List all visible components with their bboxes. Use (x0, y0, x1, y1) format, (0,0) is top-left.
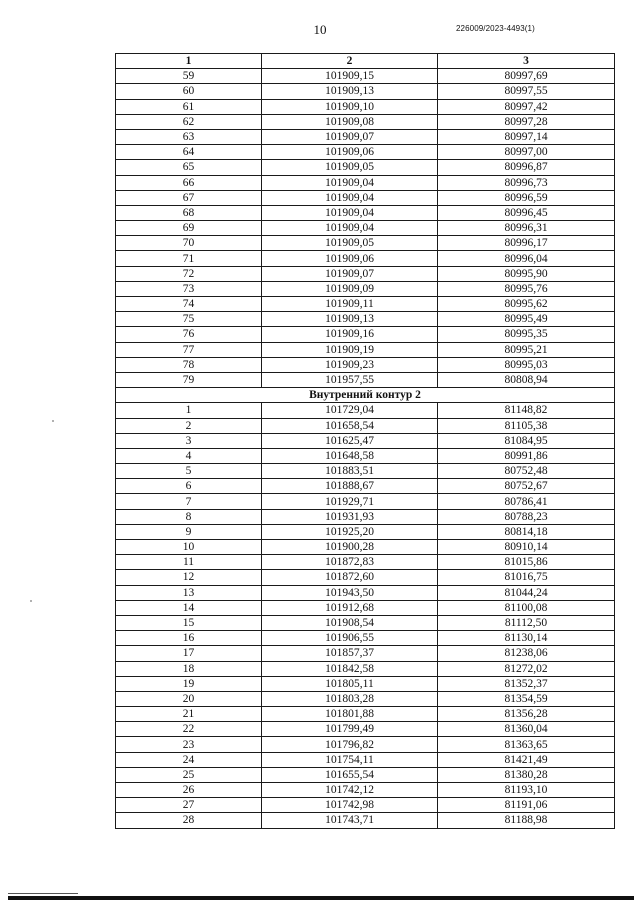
table-row (116, 767, 615, 782)
point-number-cell: 77 (116, 342, 262, 357)
table-row (116, 509, 615, 524)
table-row (116, 615, 615, 630)
point-number-cell: 11 (116, 555, 262, 570)
y-coordinate-cell: 80995,62 (438, 297, 615, 312)
table-row (116, 99, 615, 114)
point-number-cell: 70 (116, 236, 262, 251)
point-number-cell: 25 (116, 767, 262, 782)
table-row (116, 342, 615, 357)
y-coordinate-cell: 80996,87 (438, 160, 615, 175)
table-row (116, 372, 615, 387)
x-coordinate-cell: 101883,51 (262, 464, 438, 479)
x-coordinate-cell: 101931,93 (262, 509, 438, 524)
scan-speck (52, 420, 54, 422)
y-coordinate-cell: 80997,14 (438, 129, 615, 144)
point-number-cell: 74 (116, 297, 262, 312)
point-number-cell: 71 (116, 251, 262, 266)
table-row (116, 312, 615, 327)
y-coordinate-cell: 80995,03 (438, 357, 615, 372)
point-number-cell: 5 (116, 464, 262, 479)
y-coordinate-cell: 81016,75 (438, 570, 615, 585)
y-coordinate-cell: 81015,86 (438, 555, 615, 570)
table-row (116, 160, 615, 175)
x-coordinate-cell: 101909,06 (262, 145, 438, 160)
column-header: 2 (262, 54, 438, 69)
x-coordinate-cell: 101909,05 (262, 160, 438, 175)
y-coordinate-cell: 80814,18 (438, 524, 615, 539)
point-number-cell: 28 (116, 813, 262, 828)
y-coordinate-cell: 80752,48 (438, 464, 615, 479)
point-number-cell: 63 (116, 129, 262, 144)
point-number-cell: 10 (116, 540, 262, 555)
point-number-cell: 6 (116, 479, 262, 494)
point-number-cell: 3 (116, 433, 262, 448)
x-coordinate-cell: 101796,82 (262, 737, 438, 752)
table-row (116, 676, 615, 691)
point-number-cell: 26 (116, 783, 262, 798)
x-coordinate-cell: 101655,54 (262, 767, 438, 782)
table-body-inner-contour-2 (116, 403, 615, 828)
x-coordinate-cell: 101625,47 (262, 433, 438, 448)
y-coordinate-cell: 80995,76 (438, 281, 615, 296)
x-coordinate-cell: 101909,04 (262, 190, 438, 205)
column-header: 1 (116, 54, 262, 69)
scan-speck (30, 600, 32, 602)
coordinates-table (115, 53, 615, 829)
y-coordinate-cell: 81193,10 (438, 783, 615, 798)
point-number-cell: 18 (116, 661, 262, 676)
x-coordinate-cell: 101872,83 (262, 555, 438, 570)
point-number-cell: 60 (116, 84, 262, 99)
table-row (116, 251, 615, 266)
point-number-cell: 19 (116, 676, 262, 691)
x-coordinate-cell: 101908,54 (262, 615, 438, 630)
x-coordinate-cell: 101909,16 (262, 327, 438, 342)
table-row (116, 448, 615, 463)
table-row (116, 266, 615, 281)
y-coordinate-cell: 81044,24 (438, 585, 615, 600)
table-row (116, 84, 615, 99)
y-coordinate-cell: 80991,86 (438, 448, 615, 463)
point-number-cell: 22 (116, 722, 262, 737)
table-row (116, 646, 615, 661)
y-coordinate-cell: 81352,37 (438, 676, 615, 691)
table-row (116, 631, 615, 646)
x-coordinate-cell: 101888,67 (262, 479, 438, 494)
y-coordinate-cell: 80996,45 (438, 205, 615, 220)
point-number-cell: 65 (116, 160, 262, 175)
y-coordinate-cell: 80996,04 (438, 251, 615, 266)
x-coordinate-cell: 101909,23 (262, 357, 438, 372)
table-row (116, 722, 615, 737)
point-number-cell: 64 (116, 145, 262, 160)
x-coordinate-cell: 101743,71 (262, 813, 438, 828)
y-coordinate-cell: 80997,55 (438, 84, 615, 99)
y-coordinate-cell: 81130,14 (438, 631, 615, 646)
table-row (116, 281, 615, 296)
point-number-cell: 72 (116, 266, 262, 281)
table-row (116, 403, 615, 418)
point-number-cell: 59 (116, 69, 262, 84)
x-coordinate-cell: 101909,13 (262, 84, 438, 99)
point-number-cell: 23 (116, 737, 262, 752)
table-row (116, 175, 615, 190)
table-row (116, 145, 615, 160)
table-row (116, 479, 615, 494)
table-header-row (116, 54, 615, 69)
table-row (116, 585, 615, 600)
document-code: 226009/2023-4493(1) (456, 24, 535, 33)
x-coordinate-cell: 101842,58 (262, 661, 438, 676)
x-coordinate-cell: 101754,11 (262, 752, 438, 767)
y-coordinate-cell: 80997,42 (438, 99, 615, 114)
x-coordinate-cell: 101803,28 (262, 691, 438, 706)
table-row (116, 813, 615, 828)
table-row (116, 327, 615, 342)
x-coordinate-cell: 101909,04 (262, 175, 438, 190)
x-coordinate-cell: 101909,05 (262, 236, 438, 251)
y-coordinate-cell: 81354,59 (438, 691, 615, 706)
point-number-cell: 68 (116, 205, 262, 220)
point-number-cell: 78 (116, 357, 262, 372)
x-coordinate-cell: 101872,60 (262, 570, 438, 585)
table-row (116, 494, 615, 509)
table-row (116, 570, 615, 585)
table-row (116, 357, 615, 372)
y-coordinate-cell: 81191,06 (438, 798, 615, 813)
x-coordinate-cell: 101909,04 (262, 221, 438, 236)
y-coordinate-cell: 80997,00 (438, 145, 615, 160)
table-row (116, 129, 615, 144)
table-row (116, 600, 615, 615)
table-row (116, 236, 615, 251)
x-coordinate-cell: 101909,19 (262, 342, 438, 357)
table-row (116, 205, 615, 220)
x-coordinate-cell: 101648,58 (262, 448, 438, 463)
x-coordinate-cell: 101742,98 (262, 798, 438, 813)
section-row (116, 388, 615, 403)
y-coordinate-cell: 81360,04 (438, 722, 615, 737)
point-number-cell: 61 (116, 99, 262, 114)
table-row (116, 798, 615, 813)
point-number-cell: 20 (116, 691, 262, 706)
x-coordinate-cell: 101909,07 (262, 266, 438, 281)
y-coordinate-cell: 80910,14 (438, 540, 615, 555)
point-number-cell: 4 (116, 448, 262, 463)
x-coordinate-cell: 101801,88 (262, 707, 438, 722)
x-coordinate-cell: 101805,11 (262, 676, 438, 691)
y-coordinate-cell: 81380,28 (438, 767, 615, 782)
x-coordinate-cell: 101909,08 (262, 114, 438, 129)
point-number-cell: 24 (116, 752, 262, 767)
x-coordinate-cell: 101909,11 (262, 297, 438, 312)
table-row (116, 418, 615, 433)
y-coordinate-cell: 81105,38 (438, 418, 615, 433)
table-row (116, 691, 615, 706)
section-title: Внутренний контур 2 (116, 388, 615, 403)
scan-bottom-border (8, 896, 634, 900)
x-coordinate-cell: 101857,37 (262, 646, 438, 661)
scan-edge-line (8, 893, 78, 894)
x-coordinate-cell: 101957,55 (262, 372, 438, 387)
point-number-cell: 67 (116, 190, 262, 205)
y-coordinate-cell: 80996,73 (438, 175, 615, 190)
point-number-cell: 13 (116, 585, 262, 600)
y-coordinate-cell: 80996,17 (438, 236, 615, 251)
x-coordinate-cell: 101900,28 (262, 540, 438, 555)
table-row (116, 752, 615, 767)
y-coordinate-cell: 81272,02 (438, 661, 615, 676)
table-body-contour-1 (116, 69, 615, 388)
y-coordinate-cell: 80995,90 (438, 266, 615, 281)
x-coordinate-cell: 101909,06 (262, 251, 438, 266)
y-coordinate-cell: 80997,28 (438, 114, 615, 129)
point-number-cell: 15 (116, 615, 262, 630)
table-row (116, 737, 615, 752)
table-row (116, 783, 615, 798)
table-row (116, 540, 615, 555)
point-number-cell: 8 (116, 509, 262, 524)
point-number-cell: 73 (116, 281, 262, 296)
x-coordinate-cell: 101658,54 (262, 418, 438, 433)
table-row (116, 297, 615, 312)
table-row (116, 69, 615, 84)
x-coordinate-cell: 101909,09 (262, 281, 438, 296)
y-coordinate-cell: 80996,59 (438, 190, 615, 205)
y-coordinate-cell: 81100,08 (438, 600, 615, 615)
table-row (116, 555, 615, 570)
point-number-cell: 75 (116, 312, 262, 327)
y-coordinate-cell: 81421,49 (438, 752, 615, 767)
table-header (116, 54, 615, 69)
section-header (116, 388, 615, 403)
x-coordinate-cell: 101729,04 (262, 403, 438, 418)
table-row (116, 221, 615, 236)
point-number-cell: 16 (116, 631, 262, 646)
y-coordinate-cell: 80997,69 (438, 69, 615, 84)
table-row (116, 524, 615, 539)
table-row (116, 114, 615, 129)
point-number-cell: 66 (116, 175, 262, 190)
x-coordinate-cell: 101929,71 (262, 494, 438, 509)
y-coordinate-cell: 80788,23 (438, 509, 615, 524)
table-row (116, 464, 615, 479)
y-coordinate-cell: 80995,35 (438, 327, 615, 342)
point-number-cell: 69 (116, 221, 262, 236)
point-number-cell: 1 (116, 403, 262, 418)
x-coordinate-cell: 101943,50 (262, 585, 438, 600)
y-coordinate-cell: 81188,98 (438, 813, 615, 828)
point-number-cell: 79 (116, 372, 262, 387)
x-coordinate-cell: 101909,07 (262, 129, 438, 144)
point-number-cell: 12 (116, 570, 262, 585)
y-coordinate-cell: 81238,06 (438, 646, 615, 661)
x-coordinate-cell: 101912,68 (262, 600, 438, 615)
point-number-cell: 62 (116, 114, 262, 129)
table-row (116, 707, 615, 722)
point-number-cell: 14 (116, 600, 262, 615)
y-coordinate-cell: 80996,31 (438, 221, 615, 236)
y-coordinate-cell: 80786,41 (438, 494, 615, 509)
y-coordinate-cell: 80995,49 (438, 312, 615, 327)
y-coordinate-cell: 80808,94 (438, 372, 615, 387)
point-number-cell: 17 (116, 646, 262, 661)
column-header: 3 (438, 54, 615, 69)
point-number-cell: 2 (116, 418, 262, 433)
y-coordinate-cell: 81356,28 (438, 707, 615, 722)
point-number-cell: 7 (116, 494, 262, 509)
y-coordinate-cell: 81148,82 (438, 403, 615, 418)
point-number-cell: 76 (116, 327, 262, 342)
table-row (116, 190, 615, 205)
x-coordinate-cell: 101925,20 (262, 524, 438, 539)
x-coordinate-cell: 101799,49 (262, 722, 438, 737)
y-coordinate-cell: 80752,67 (438, 479, 615, 494)
y-coordinate-cell: 81112,50 (438, 615, 615, 630)
x-coordinate-cell: 101909,04 (262, 205, 438, 220)
x-coordinate-cell: 101909,10 (262, 99, 438, 114)
y-coordinate-cell: 80995,21 (438, 342, 615, 357)
x-coordinate-cell: 101742,12 (262, 783, 438, 798)
y-coordinate-cell: 81363,65 (438, 737, 615, 752)
point-number-cell: 27 (116, 798, 262, 813)
x-coordinate-cell: 101906,55 (262, 631, 438, 646)
y-coordinate-cell: 81084,95 (438, 433, 615, 448)
table-row (116, 661, 615, 676)
x-coordinate-cell: 101909,15 (262, 69, 438, 84)
point-number-cell: 9 (116, 524, 262, 539)
x-coordinate-cell: 101909,13 (262, 312, 438, 327)
table-row (116, 433, 615, 448)
page-number: 10 (313, 22, 327, 37)
point-number-cell: 21 (116, 707, 262, 722)
